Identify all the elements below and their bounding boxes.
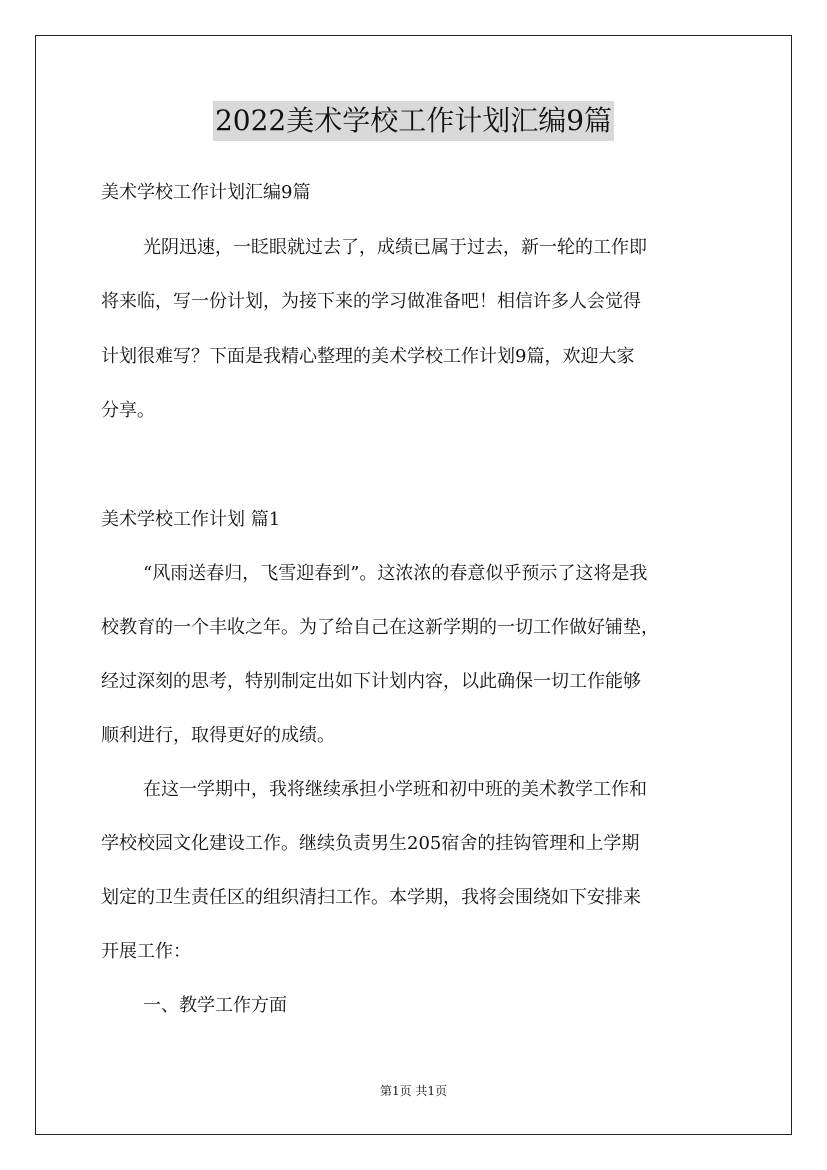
- paragraph-line: 计划很难写？下面是我精心整理的美术学校工作计划9篇，欢迎大家: [101, 346, 635, 367]
- paragraph-line: 分享。: [101, 400, 155, 421]
- paragraph-line: 光阴迅速，一眨眼就过去了，成绩已属于过去，新一轮的工作即: [143, 237, 647, 258]
- subsection-heading: 一、教学工作方面: [143, 995, 287, 1016]
- page-footer: 第1页 共1页: [379, 1084, 448, 1098]
- paragraph-line: 学校校园文化建设工作。继续负责男生205宿舍的挂钩管理和上学期: [101, 833, 640, 854]
- document-title: 2022美术学校工作计划汇编9篇: [213, 101, 614, 141]
- paragraph-line: 校教育的一个丰收之年。为了给自己在这新学期的一切工作做好铺垫，: [101, 617, 659, 638]
- section-heading: 美术学校工作计划 篇1: [101, 509, 281, 530]
- paragraph-line: 经过深刻的思考，特别制定出如下计划内容，以此确保一切工作能够: [101, 671, 641, 692]
- title-wrap: [0, 101, 827, 141]
- subtitle-line: 美术学校工作计划汇编9篇: [101, 182, 311, 203]
- paragraph-line: “风雨送春归，飞雪迎春到”。这浓浓的春意似乎预示了这将是我: [143, 563, 648, 584]
- paragraph-line: 将来临，写一份计划，为接下来的学习做准备吧！相信许多人会觉得: [101, 291, 641, 312]
- paragraph-line: 划定的卫生责任区的组织清扫工作。本学期，我将会围绕如下安排来: [101, 887, 641, 908]
- paragraph-line: 开展工作：: [101, 941, 191, 962]
- paragraph-line: 顺利进行，取得更好的成绩。: [101, 725, 335, 746]
- paragraph-line: 在这一学期中，我将继续承担小学班和初中班的美术教学工作和: [143, 779, 647, 800]
